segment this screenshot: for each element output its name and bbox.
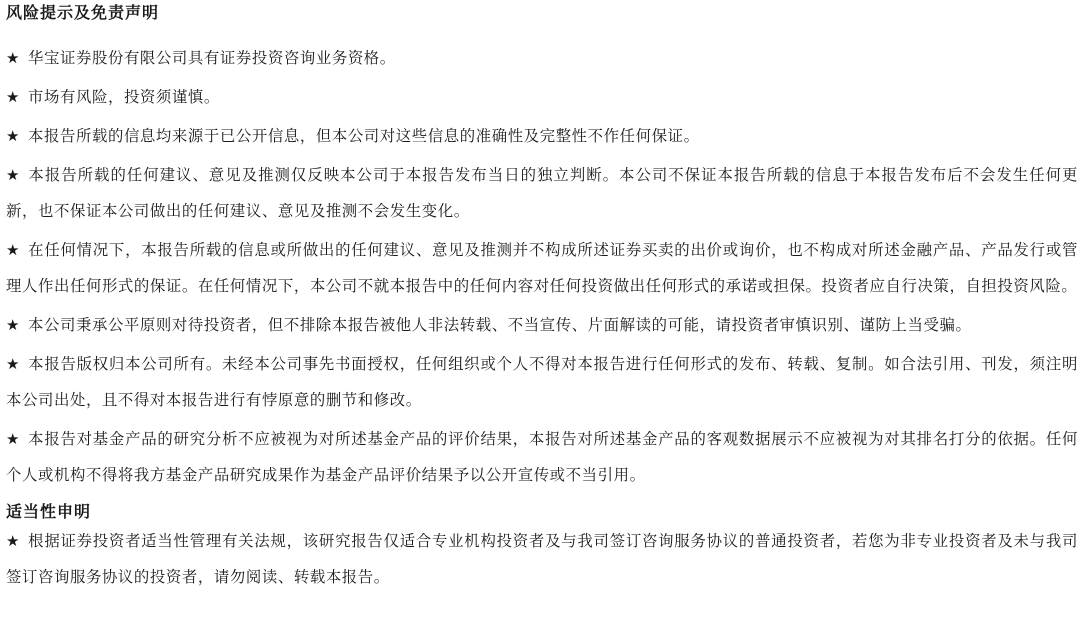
- risk-disclaimer-heading: 风险提示及免责声明: [6, 3, 160, 22]
- list-item: [6, 307, 1078, 343]
- list-item: [6, 346, 1078, 418]
- list-item-text: 根据证券投资者适当性管理有关法规，该研究报告仅适合专业机构投资者及与我司签订咨询服务协议的普通投资者，若您为非专业投资者及未与我司签订咨询服务协议的投资者，请勿阅读、转载本报告。: [6, 532, 1078, 586]
- disclaimer-document: [6, 0, 1078, 595]
- list-item-text: 本报告对基金产品的研究分析不应被视为对所述基金产品的评价结果，本报告对所述基金产品的客观数据展示不应被视为对其排名打分的依据。任何个人或机构不得将我方基金产品研究成果作为基金产品评价结果予以公开宣传或不当引用。: [6, 430, 1078, 484]
- star-bullet-icon: ★: [6, 49, 21, 67]
- list-item: [6, 523, 1078, 595]
- star-bullet-icon: ★: [6, 430, 21, 448]
- list-item-text: 本报告所载的信息均来源于已公开信息，但本公司对这些信息的准确性及完整性不作任何保证。: [28, 127, 700, 145]
- star-bullet-icon: ★: [6, 88, 21, 106]
- list-item-text: 在任何情况下，本报告所载的信息或所做出的任何建议、意见及推测并不构成所述证券买卖的出价或询价，也不构成对所述金融产品、产品发行或管理人作出任何形式的保证。在任何情况下，本公司不就本报告中的任何内容对任何投资做出任何形式的承诺或担保。投资者应自行决策，自担投资风险。: [6, 241, 1078, 295]
- list-item: [6, 421, 1078, 493]
- suitability-statement-heading: 适当性申明: [6, 502, 92, 521]
- list-item: [6, 232, 1078, 304]
- suitability-statement-list: [6, 523, 1078, 595]
- list-item-text: 本报告所载的任何建议、意见及推测仅反映本公司于本报告发布当日的独立判断。本公司不保证本报告所载的信息于本报告发布后不会发生任何更新，也不保证本公司做出的任何建议、意见及推测不会发生变化。: [6, 166, 1078, 220]
- list-item: [6, 157, 1078, 229]
- star-bullet-icon: ★: [6, 532, 21, 550]
- list-item-text: 本公司秉承公平原则对待投资者，但不排除本报告被他人非法转载、不当宣传、片面解读的可能，请投资者审慎识别、谨防上当受骗。: [28, 316, 972, 334]
- list-item-text: 本报告版权归本公司所有。未经本公司事先书面授权，任何组织或个人不得对本报告进行任何形式的发布、转载、复制。如合法引用、刊发，须注明本公司出处，且不得对本报告进行有悖原意的删节和修改。: [6, 355, 1078, 409]
- star-bullet-icon: ★: [6, 166, 21, 184]
- star-bullet-icon: ★: [6, 241, 21, 259]
- list-item-text: 市场有风险，投资须谨慎。: [28, 88, 220, 106]
- risk-disclaimer-list: [6, 40, 1078, 493]
- list-item: [6, 79, 1078, 115]
- star-bullet-icon: ★: [6, 355, 21, 373]
- star-bullet-icon: ★: [6, 127, 21, 145]
- list-item: [6, 118, 1078, 154]
- list-item: [6, 40, 1078, 76]
- list-item-text: 华宝证券股份有限公司具有证券投资咨询业务资格。: [28, 49, 396, 67]
- star-bullet-icon: ★: [6, 316, 21, 334]
